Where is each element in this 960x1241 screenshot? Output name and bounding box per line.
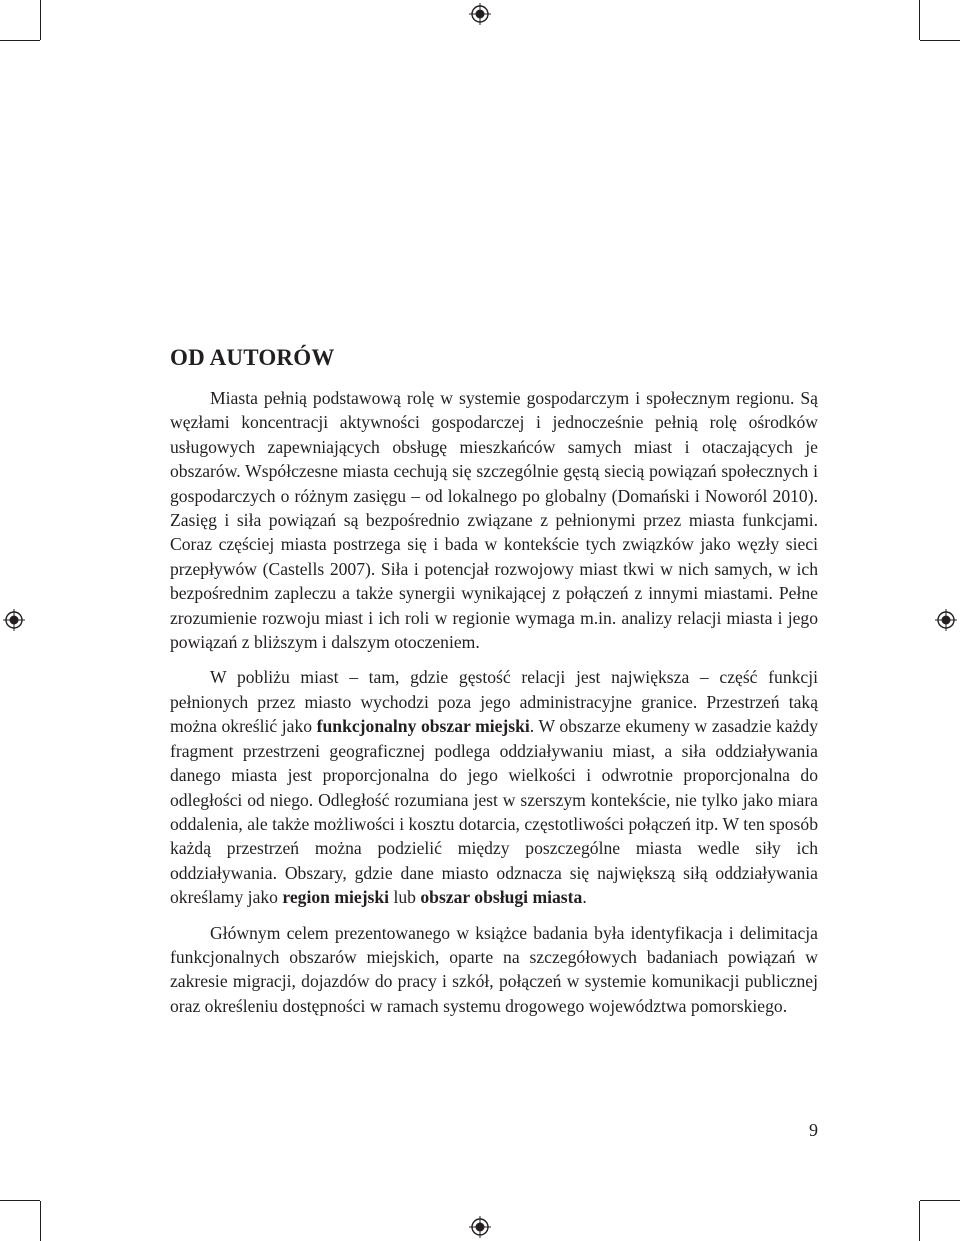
crop-mark-top-left [40,0,41,40]
bold-term: region miejski [282,887,390,908]
registration-mark-icon [3,609,25,631]
paragraph [170,386,818,654]
registration-mark-icon [469,1216,491,1238]
page-number: 9 [809,1120,818,1140]
crop-mark-top-left-horizontal [0,40,40,41]
paragraph-text: . W obszarze ekumeny w zasadzie każdy fragment przestrzeni geograficznej podlega oddziaływaniu miast, a siła oddziaływania danego miasta jest proporcjonalna do jego wielkości i odwrotnie proporcjonalna do odległości od niego. Odległość rozumiana jest w szerszym kontekście, nie tylko jako miara oddalenia, ale także możliwości i kosztu dotarcia, częstotliwości połączeń itp. W ten sposób każdą przestrzeń można podzielić między poszczególne miasta wedle siły ich oddziaływania. Obszary, gdzie dane miasto odznacza się największą siłą oddziaływania określamy jako [170,716,818,908]
crop-mark-bottom-left-horizontal [0,1200,40,1201]
bold-term: funkcjonalny obszar miejski [316,716,530,737]
paragraph [170,665,818,909]
registration-mark-icon [935,609,957,631]
paragraph-text: Miasta pełnią podstawową rolę w systemie gospodarczym i społecznym regionu. Są węzłami koncentracji aktywności gospodarczej i jednocześnie pełnią rolę ośrodków usługowych zapewniających obsługę mieszkańców samych miast i otaczających je obszarów. Współczesne miasta cechują się szczególnie gęstą siecią powiązań społecznych i gospodarczych o różnym zasięgu – od lokalnego po globalny (Domański i Noworól 2010). Zasięg i siła powiązań są bezpośrednio związane z pełnionymi przez miasta funkcjami. Coraz częściej miasta postrzega się i bada w kontekście tych związków jako węzły sieci przepływów (Castells 2007). Siła i potencjał rozwojowy miast tkwi w nich samych, w ich bezpośrednim zapleczu a także synergii wynikającej z połączeń z innymi miastami. Pełne zrozumienie rozwoju miast i ich roli w regionie wymaga m.in. analizy relacji miasta i jego powiązań z bliższym i dalszym otoczeniem. [170,388,818,653]
crop-mark-top-right-horizontal [920,40,960,41]
paragraph [170,921,818,1019]
paragraph-text: Głównym celem prezentowanego w książce badania była identyfikacja i delimitacja funkcjonalnych obszarów miejskich, oparte na szczegółowych badaniach powiązań w zakresie migracji, dojazdów do pracy i szkół, połączeń w systemie komunikacji publicznej oraz określeniu dostępności w ramach systemu drogowego województwa pomorskiego. [170,922,818,1016]
crop-mark-bottom-right-horizontal [920,1200,960,1201]
paragraph-text: lub [389,887,421,908]
body-text [170,386,818,1029]
bold-term: obszar obsługi miasta [420,887,583,908]
crop-mark-bottom-left [40,1201,41,1241]
paragraph-text: . [582,887,587,908]
crop-mark-top-right [919,0,920,40]
chapter-title: OD AUTORÓW [170,345,335,370]
crop-mark-bottom-right [919,1201,920,1241]
paragraph-text: W pobliżu miast – tam, gdzie gęstość relacji jest największa – część funkcji pełnionych przez miasto wychodzi poza jego administracyjne granice. Przestrzeń taką można określić jako [170,667,818,737]
registration-mark-icon [469,3,491,25]
